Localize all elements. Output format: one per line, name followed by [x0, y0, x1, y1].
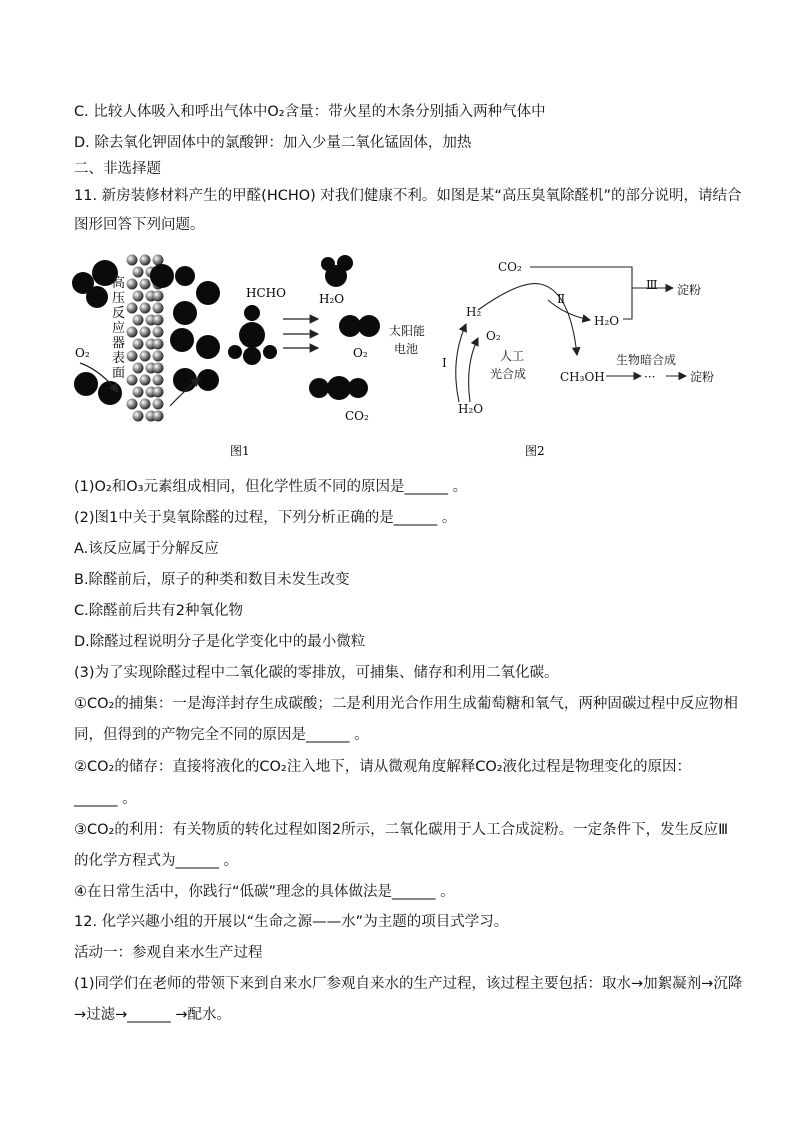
q12-part1-cont: →过滤→______ →配水。 [74, 1007, 232, 1023]
q3-part3-cont: 的化学方程式为______ 。 [74, 853, 239, 869]
reaction-arrows [283, 319, 318, 348]
surface-label-char: 反 [112, 306, 126, 321]
surface-sphere [133, 387, 144, 398]
option-b: B.除醛前后，原子的种类和数目未发生改变 [74, 572, 350, 588]
surface-sphere [153, 411, 164, 422]
co2-molecule [309, 376, 368, 400]
surface-sphere [133, 411, 144, 422]
figures [0, 240, 794, 470]
h2o-label: H₂O [319, 292, 345, 306]
surface-sphere [153, 351, 164, 362]
svg-text:光合成: 光合成 [490, 367, 527, 381]
svg-text:Ⅲ: Ⅲ [646, 278, 658, 292]
svg-text:H₂O: H₂O [458, 402, 484, 416]
surface-sphere [133, 363, 144, 374]
hcho-label: HCHO [246, 286, 286, 300]
surface-sphere [153, 339, 164, 350]
q3-part2: ②CO₂的储存：直接将液化的CO₂注入地下，请从微观角度解释CO₂液化过程是物理变化的原因： [74, 759, 692, 775]
svg-text:Ⅰ: Ⅰ [442, 356, 447, 370]
q3-part1: ①CO₂的捕集：一是海洋封存生成碳酸；二是利用光合作用生成葡萄糖和氧气，两种固碳过程中反应物相 [74, 696, 738, 712]
surface-sphere [127, 351, 138, 362]
surface-label-char: 应 [112, 321, 126, 336]
surface-sphere [153, 327, 164, 338]
q3: (3)为了实现除醛过程中二氧化碳的零排放，可捕集、储存和利用二氧化碳。 [74, 665, 559, 681]
surface-sphere [153, 399, 164, 410]
surface-label-char: 表 [112, 351, 126, 366]
o2-molecule [339, 315, 380, 337]
q1: (1)O₂和O₃元素组成相同，但化学性质不同的原因是______ 。 [74, 479, 468, 495]
svg-text:···: ··· [644, 370, 656, 384]
figure1-caption: 图1 [230, 444, 250, 458]
question-11-stem-cont: 图形回答下列问题。 [74, 217, 205, 233]
surface-sphere [127, 303, 138, 314]
surface-sphere [140, 327, 151, 338]
option-d2: D.除醛过程说明分子是化学变化中的最小微粒 [74, 634, 366, 650]
surface-sphere [133, 291, 144, 302]
surface-sphere [153, 255, 164, 266]
question-12: 12. 化学兴趣小组的开展以“生命之源——水”为主题的项目式学习。 [74, 914, 509, 930]
figure2-caption: 图2 [525, 444, 545, 458]
surface-sphere [140, 303, 151, 314]
o2-left-label: O₂ [75, 346, 90, 360]
surface-label-char: 器 [112, 336, 126, 351]
q3-part4: ④在日常生活中，你践行“低碳”理念的具体做法是______ 。 [74, 884, 455, 900]
surface-sphere [140, 375, 151, 386]
surface-sphere [153, 315, 164, 326]
svg-text:H₂O: H₂O [594, 314, 620, 328]
option-c2: C.除醛前后共有2种氧化物 [74, 603, 243, 619]
surface-sphere [140, 351, 151, 362]
surface-label-char: 压 [112, 291, 126, 306]
surface-sphere [127, 255, 138, 266]
hcho-molecule [228, 305, 277, 365]
surface-sphere [133, 339, 144, 350]
surface-sphere [140, 255, 151, 266]
surface-sphere [153, 375, 164, 386]
svg-text:淀粉: 淀粉 [690, 370, 715, 384]
surface-sphere [153, 291, 164, 302]
surface-sphere [153, 363, 164, 374]
h2o-molecule [321, 255, 353, 287]
o3-label: O₃ [203, 376, 218, 390]
surface-sphere [140, 399, 151, 410]
svg-text:Ⅱ: Ⅱ [557, 292, 566, 306]
surface-label-char: 面 [112, 366, 126, 381]
option-a: A.该反应属于分解反应 [74, 541, 219, 557]
svg-text:CH₃OH: CH₃OH [560, 370, 605, 384]
co2-label: CO₂ [345, 409, 369, 423]
section-heading: 二、非选择题 [74, 161, 161, 177]
q2: (2)图1中关于臭氧除醛的过程，下列分析正确的是______ 。 [74, 510, 457, 526]
surface-sphere [127, 279, 138, 290]
q3-part3: ③CO₂的利用：有关物质的转化过程如图2所示，二氧化碳用于人工合成淀粉。一定条件下，发生反应Ⅲ [74, 822, 729, 838]
surface-label [112, 275, 125, 381]
surface-sphere [133, 315, 144, 326]
surface-sphere [153, 387, 164, 398]
q3-part1-cont: 同，但得到的产物完全不同的原因是______ 。 [74, 727, 369, 743]
surface-sphere [127, 375, 138, 386]
svg-text:O₂: O₂ [486, 329, 501, 343]
q12-part1: (1)同学们在老师的带领下来到自来水厂参观自来水的生产过程，该过程主要包括：取水→加絮凝剂→沉降 [74, 976, 743, 992]
surface-label-char: 高 [112, 276, 126, 291]
o2-right-label: O₂ [353, 346, 368, 360]
surface-sphere [127, 399, 138, 410]
svg-text:淀粉: 淀粉 [677, 283, 702, 297]
surface-sphere [140, 279, 151, 290]
surface-sphere [133, 267, 144, 278]
svg-text:人工: 人工 [500, 349, 525, 363]
svg-text:太阳能: 太阳能 [389, 324, 426, 338]
surface-sphere [153, 303, 164, 314]
svg-text:生物暗合成: 生物暗合成 [616, 353, 677, 367]
surface-sphere [127, 327, 138, 338]
svg-text:H₂: H₂ [466, 305, 482, 319]
option-c: C. 比较人体吸入和呼出气体中O₂含量：带火星的木条分别插入两种气体中 [74, 104, 546, 120]
q3-part2-cont: ______ 。 [74, 791, 137, 807]
question-11-stem: 11. 新房装修材料产生的甲醛(HCHO) 对我们健康不利。如图是某“高压臭氧除醛机”的部分说明，请结合 [74, 188, 742, 204]
option-d: D. 除去氧化钾固体中的氯酸钾：加入少量二氧化锰固体，加热 [74, 135, 472, 151]
svg-text:电池: 电池 [394, 342, 419, 356]
svg-text:CO₂: CO₂ [498, 260, 522, 274]
figure2 [389, 260, 714, 416]
activity-1: 活动一：参观自来水生产过程 [74, 945, 263, 961]
